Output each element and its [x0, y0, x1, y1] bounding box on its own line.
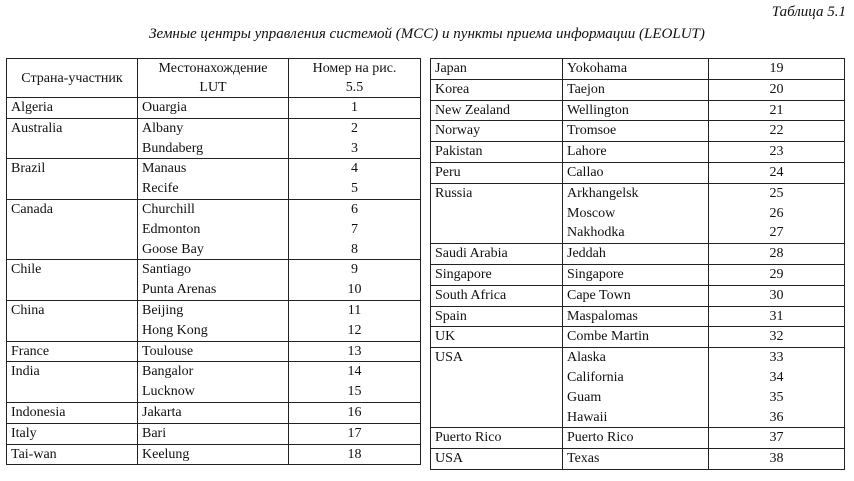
figure-number: 4	[351, 161, 358, 177]
location-name: Ouargia	[142, 100, 187, 115]
figure-number: 12	[347, 322, 362, 338]
figure-number: 33	[769, 350, 784, 366]
table-row	[7, 118, 421, 159]
location-name: Cape Town	[567, 287, 631, 303]
location-cell	[138, 362, 289, 403]
figure-number-cell	[289, 423, 421, 444]
location-cell	[138, 98, 289, 119]
table-row	[7, 402, 421, 423]
figure-number: 2	[351, 120, 358, 136]
location-cell	[563, 79, 709, 100]
figure-number-cell	[709, 162, 845, 183]
country-cell: Chile	[7, 260, 138, 301]
figure-number-cell	[709, 428, 845, 449]
figure-number-cell	[709, 183, 845, 243]
location-name: Bundaberg	[142, 140, 204, 156]
figure-number: 18	[347, 446, 362, 462]
table-row	[7, 341, 421, 362]
figure-number-cell	[289, 199, 421, 259]
location-name: Bari	[142, 425, 167, 441]
location-cell	[138, 423, 289, 444]
location-name: Hawaii	[567, 409, 608, 425]
location-name: Texas	[567, 451, 600, 467]
figure-number: 34	[769, 369, 784, 385]
figure-number: 10	[347, 282, 362, 298]
figure-number-cell	[709, 306, 845, 327]
country-cell: France	[7, 341, 138, 362]
location-cell	[138, 260, 289, 301]
figure-number-cell	[289, 362, 421, 403]
table-row	[431, 121, 845, 142]
figure-number: 29	[769, 266, 784, 282]
location-name: Jeddah	[567, 246, 606, 262]
table-row	[7, 300, 421, 341]
figure-number-cell	[709, 327, 845, 348]
figure-number-cell	[709, 449, 845, 470]
figure-number-cell	[709, 244, 845, 265]
location-name: Moscow	[567, 205, 616, 221]
figure-number-cell	[709, 121, 845, 142]
location-name: Tromsoe	[567, 123, 617, 139]
table-row	[431, 142, 845, 163]
figure-number: 6	[351, 201, 358, 217]
figure-number: 32	[769, 329, 784, 345]
country-cell: Pakistan	[431, 142, 563, 163]
location-name: Manaus	[142, 161, 187, 177]
location-cell	[563, 183, 709, 243]
location-cell	[563, 306, 709, 327]
right-table-body	[431, 59, 845, 470]
location-name: Albany	[142, 120, 184, 136]
figure-number: 15	[347, 384, 362, 400]
figure-number-cell	[709, 264, 845, 285]
header-figure-line1: Номер на рис.	[312, 61, 397, 76]
country-cell: Italy	[7, 423, 138, 444]
table-row	[431, 162, 845, 183]
figure-number: 23	[769, 144, 784, 160]
country-cell: Peru	[431, 162, 563, 183]
header-figure-line2: 5.5	[345, 80, 364, 95]
location-cell	[563, 348, 709, 428]
figure-number-cell	[709, 285, 845, 306]
header-location	[138, 59, 289, 98]
location-name: Churchill	[142, 201, 195, 217]
table-row	[431, 285, 845, 306]
country-cell: China	[7, 300, 138, 341]
header-location-line2: LUT	[199, 80, 227, 95]
country-cell: Canada	[7, 199, 138, 259]
left-table-body	[7, 98, 421, 465]
figure-number: 13	[347, 343, 362, 359]
table-row	[7, 423, 421, 444]
location-cell	[563, 142, 709, 163]
figure-number-cell	[289, 341, 421, 362]
figure-number: 9	[351, 262, 358, 278]
figure-number: 22	[769, 123, 784, 139]
location-cell	[138, 341, 289, 362]
location-cell	[563, 100, 709, 121]
location-name: Jakarta	[142, 404, 182, 420]
location-name: Yokohama	[567, 61, 628, 76]
table-row	[7, 444, 421, 465]
country-cell: South Africa	[431, 285, 563, 306]
location-name: Arkhangelsk	[567, 185, 639, 201]
location-name: Maspalomas	[567, 308, 638, 324]
location-name: Recife	[142, 181, 179, 197]
location-name: Taejon	[567, 81, 605, 97]
figure-number: 11	[347, 302, 362, 318]
location-cell	[138, 159, 289, 200]
figure-number: 24	[769, 164, 784, 180]
figure-number-cell	[709, 79, 845, 100]
location-cell	[563, 264, 709, 285]
figure-number-cell	[709, 142, 845, 163]
header-row	[7, 59, 421, 98]
location-name: Edmonton	[142, 221, 201, 237]
table-row	[7, 260, 421, 301]
table-row	[7, 362, 421, 403]
country-cell: Norway	[431, 121, 563, 142]
country-cell: Spain	[431, 306, 563, 327]
location-name: Lucknow	[142, 384, 195, 400]
country-cell: Australia	[7, 118, 138, 159]
left-table	[6, 58, 421, 465]
figure-number: 3	[351, 140, 358, 156]
location-name: Alaska	[567, 350, 606, 366]
table-row	[431, 348, 845, 428]
table-row	[431, 59, 845, 80]
figure-number: 14	[347, 364, 362, 380]
country-cell: Korea	[431, 79, 563, 100]
figure-number: 28	[769, 246, 784, 262]
country-cell: Singapore	[431, 264, 563, 285]
location-name: Punta Arenas	[142, 282, 217, 298]
location-cell	[138, 199, 289, 259]
figure-number: 16	[347, 404, 362, 420]
figure-number: 17	[347, 425, 362, 441]
header-country: Страна-участник	[7, 59, 138, 98]
location-cell	[138, 402, 289, 423]
figure-number: 21	[769, 102, 784, 118]
table-row	[431, 449, 845, 470]
location-name: Bangalor	[142, 364, 194, 380]
table-row	[431, 264, 845, 285]
location-cell	[138, 300, 289, 341]
table-row	[7, 199, 421, 259]
table-row	[431, 428, 845, 449]
table-row	[431, 100, 845, 121]
location-name: Toulouse	[142, 343, 194, 359]
location-cell	[563, 244, 709, 265]
location-name: Santiago	[142, 262, 191, 278]
table-number-label: Таблица 5.1	[771, 4, 846, 20]
table-caption: Земные центры управления системой (МСС) и пункты приема информации (LEOLUT)	[149, 26, 705, 42]
header-location-line1: Местонахождение	[158, 61, 268, 76]
country-cell: Brazil	[7, 159, 138, 200]
figure-number: 31	[769, 308, 784, 324]
header-figure-number	[289, 59, 421, 98]
country-cell: UK	[431, 327, 563, 348]
figure-number-cell	[289, 98, 421, 119]
location-cell	[563, 327, 709, 348]
table-row	[7, 98, 421, 119]
location-cell	[563, 162, 709, 183]
figure-number: 7	[351, 221, 358, 237]
table-row	[431, 79, 845, 100]
location-name: Puerto Rico	[567, 430, 634, 446]
location-name: Guam	[567, 389, 602, 405]
figure-number: 38	[769, 451, 784, 467]
country-cell: India	[7, 362, 138, 403]
location-name: Keelung	[142, 446, 190, 462]
location-cell	[563, 285, 709, 306]
figure-number: 26	[769, 205, 784, 221]
location-name: Goose Bay	[142, 241, 204, 257]
figure-number: 35	[769, 389, 784, 405]
location-name: Hong Kong	[142, 322, 208, 338]
figure-number-cell	[289, 118, 421, 159]
figure-number-cell	[709, 348, 845, 428]
country-cell: Algeria	[7, 98, 138, 119]
location-name: Wellington	[567, 102, 629, 118]
figure-number: 8	[351, 241, 358, 257]
country-cell: Russia	[431, 183, 563, 243]
country-cell: Saudi Arabia	[431, 244, 563, 265]
figure-number: 5	[351, 181, 358, 197]
figure-number: 20	[769, 81, 784, 97]
location-name: Lahore	[567, 144, 607, 160]
location-name: Combe Martin	[567, 329, 650, 345]
location-name: Beijing	[142, 302, 184, 318]
location-name: California	[567, 369, 624, 385]
figure-number: 25	[769, 185, 784, 201]
country-cell: USA	[431, 449, 563, 470]
table-row	[431, 244, 845, 265]
figure-number: 36	[769, 409, 784, 425]
figure-number-cell	[289, 300, 421, 341]
location-name: Nakhodka	[567, 225, 625, 241]
country-cell: New Zealand	[431, 100, 563, 121]
country-cell: Japan	[431, 59, 563, 80]
figure-number-cell	[289, 260, 421, 301]
location-cell	[138, 444, 289, 465]
figure-number-cell	[289, 402, 421, 423]
location-cell	[563, 449, 709, 470]
country-cell: Tai-wan	[7, 444, 138, 465]
figure-number: 19	[769, 61, 784, 76]
figure-number-cell	[709, 100, 845, 121]
figure-number-cell	[289, 159, 421, 200]
figure-number: 1	[351, 100, 358, 115]
figure-number: 30	[769, 287, 784, 303]
country-cell: Puerto Rico	[431, 428, 563, 449]
table-row	[431, 327, 845, 348]
location-cell	[138, 118, 289, 159]
figure-number: 37	[769, 430, 784, 446]
right-table	[430, 58, 845, 470]
figure-number: 27	[769, 225, 784, 241]
location-cell	[563, 121, 709, 142]
table-row	[7, 159, 421, 200]
table-row	[431, 306, 845, 327]
location-name: Singapore	[567, 266, 624, 282]
table-row	[431, 183, 845, 243]
figure-number-cell	[709, 59, 845, 80]
location-cell	[563, 59, 709, 80]
location-name: Callao	[567, 164, 604, 180]
country-cell: Indonesia	[7, 402, 138, 423]
figure-number-cell	[289, 444, 421, 465]
location-cell	[563, 428, 709, 449]
country-cell: USA	[431, 348, 563, 428]
